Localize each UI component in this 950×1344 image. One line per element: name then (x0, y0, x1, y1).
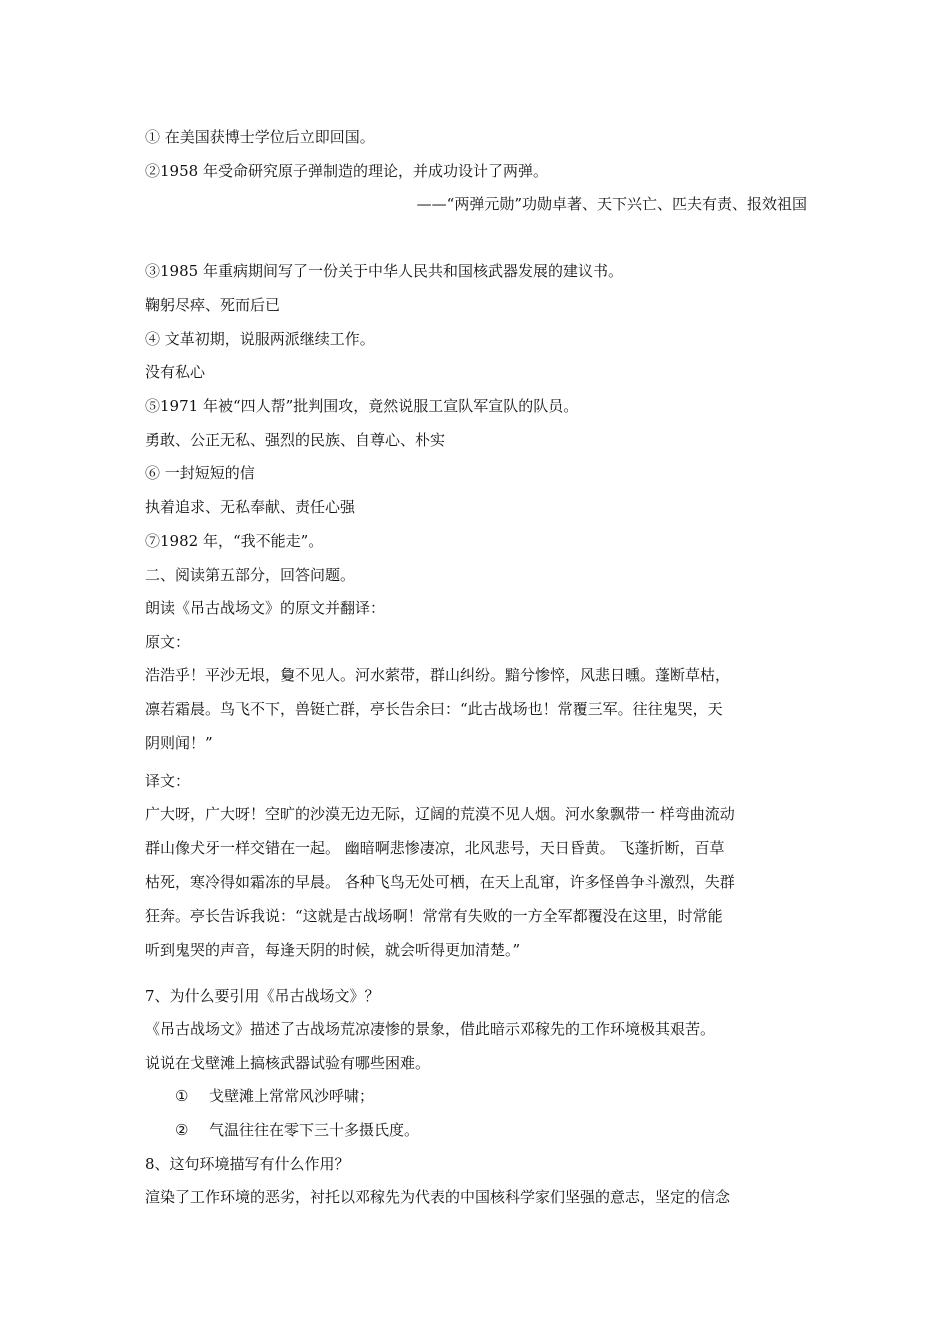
translation-line: 枯死，寒冷得如霜冻的早晨。 各种飞鸟无处可栖，在天上乱窜，许多怪兽争斗激烈，失群 (145, 873, 735, 891)
text-line: ②1958 年受命研究原子弹制造的理论，并成功设计了两弹。 (145, 162, 548, 180)
list-number: ① (175, 1087, 189, 1105)
question-8: 8、这句环境描写有什么作用？ (145, 1155, 350, 1173)
original-text (145, 658, 808, 760)
list-text: 气温往往在零下三十多摄氏度。 (209, 1121, 420, 1139)
list-text: 戈壁滩上常常风沙呼啸； (209, 1087, 375, 1105)
answer-8: 渲染了工作环境的恶劣，衬托以邓稼先为代表的中国核科学家们坚强的意志，坚定的信念 (145, 1188, 731, 1206)
answer-7: 《吊古战场文》描述了古战场荒凉凄惨的景象，借此暗示邓稼先的工作环境极其艰苦。 (145, 1020, 716, 1038)
translation-line: 狂奔。亭长告诉我说：“这就是古战场啊！常常有失败的一方全军都覆没在这里，时常能 (145, 907, 723, 925)
label-translation: 译文： (145, 772, 191, 790)
list-item (175, 1120, 419, 1140)
question-7: 7、为什么要引用《吊古战场文》？ (145, 987, 380, 1005)
list-item (175, 1086, 374, 1106)
label-original: 原文： (145, 633, 191, 651)
text-line: ⑦1982 年，“我不能走”。 (145, 532, 324, 550)
translation-line: 广大呀，广大呀！空旷的沙漠无边无际，辽阔的荒漠不见人烟。河水象飘带一 样弯曲流动 (145, 805, 735, 823)
text-line: ④ 文革初期，说服两派继续工作。 (145, 330, 375, 348)
original-line: 阴则闻！” (145, 734, 213, 752)
list-number: ② (175, 1121, 189, 1139)
translation-line: 听到鬼哭的声音，每逢天阴的时候，就会听得更加清楚。” (145, 941, 521, 959)
text-line: 勇敢、公正无私、强烈的民族、自尊心、朴实 (145, 431, 446, 449)
translation-text (145, 797, 808, 967)
text-line: ⑤1971 年被“四人帮”批判围攻，竟然说服工宣队军宣队的队员。 (145, 397, 579, 415)
text-line: 朗读《吊古战场文》的原文并翻译： (145, 599, 386, 617)
sub-question: 说说在戈壁滩上搞核武器试验有哪些困难。 (145, 1054, 431, 1072)
translation-line: 群山像犬牙一样交错在一起。 幽暗啊悲惨凄凉，北风悲号，天日昏黄。 飞蓬折断，百草 (145, 839, 725, 857)
original-line: 浩浩乎！平沙无垠，敻不见人。河水萦带，群山纠纷。黯兮惨悴，风悲日曛。蓬断草枯， (145, 666, 731, 684)
section-heading: 二、阅读第五部分，回答问题。 (145, 566, 356, 584)
text-line: ——“两弹元勋”功勋卓著、天下兴亡、匹夫有责、报效祖国 (416, 195, 807, 213)
text-line: ⑥ 一封短短的信 (145, 464, 255, 482)
text-line: 没有私心 (145, 363, 206, 381)
text-line: 执着追求、无私奉献、责任心强 (145, 498, 356, 516)
text-line: ③1985 年重病期间写了一份关于中华人民共和国核武器发展的建议书。 (145, 262, 623, 280)
text-line: 鞠躬尽瘁、死而后已 (145, 296, 281, 314)
original-line: 凛若霜晨。鸟飞不下，兽铤亡群，亭长告余曰：“此古战场也！常覆三军。往往鬼哭，天 (145, 700, 723, 718)
text-line: ① 在美国获博士学位后立即回国。 (145, 128, 375, 146)
